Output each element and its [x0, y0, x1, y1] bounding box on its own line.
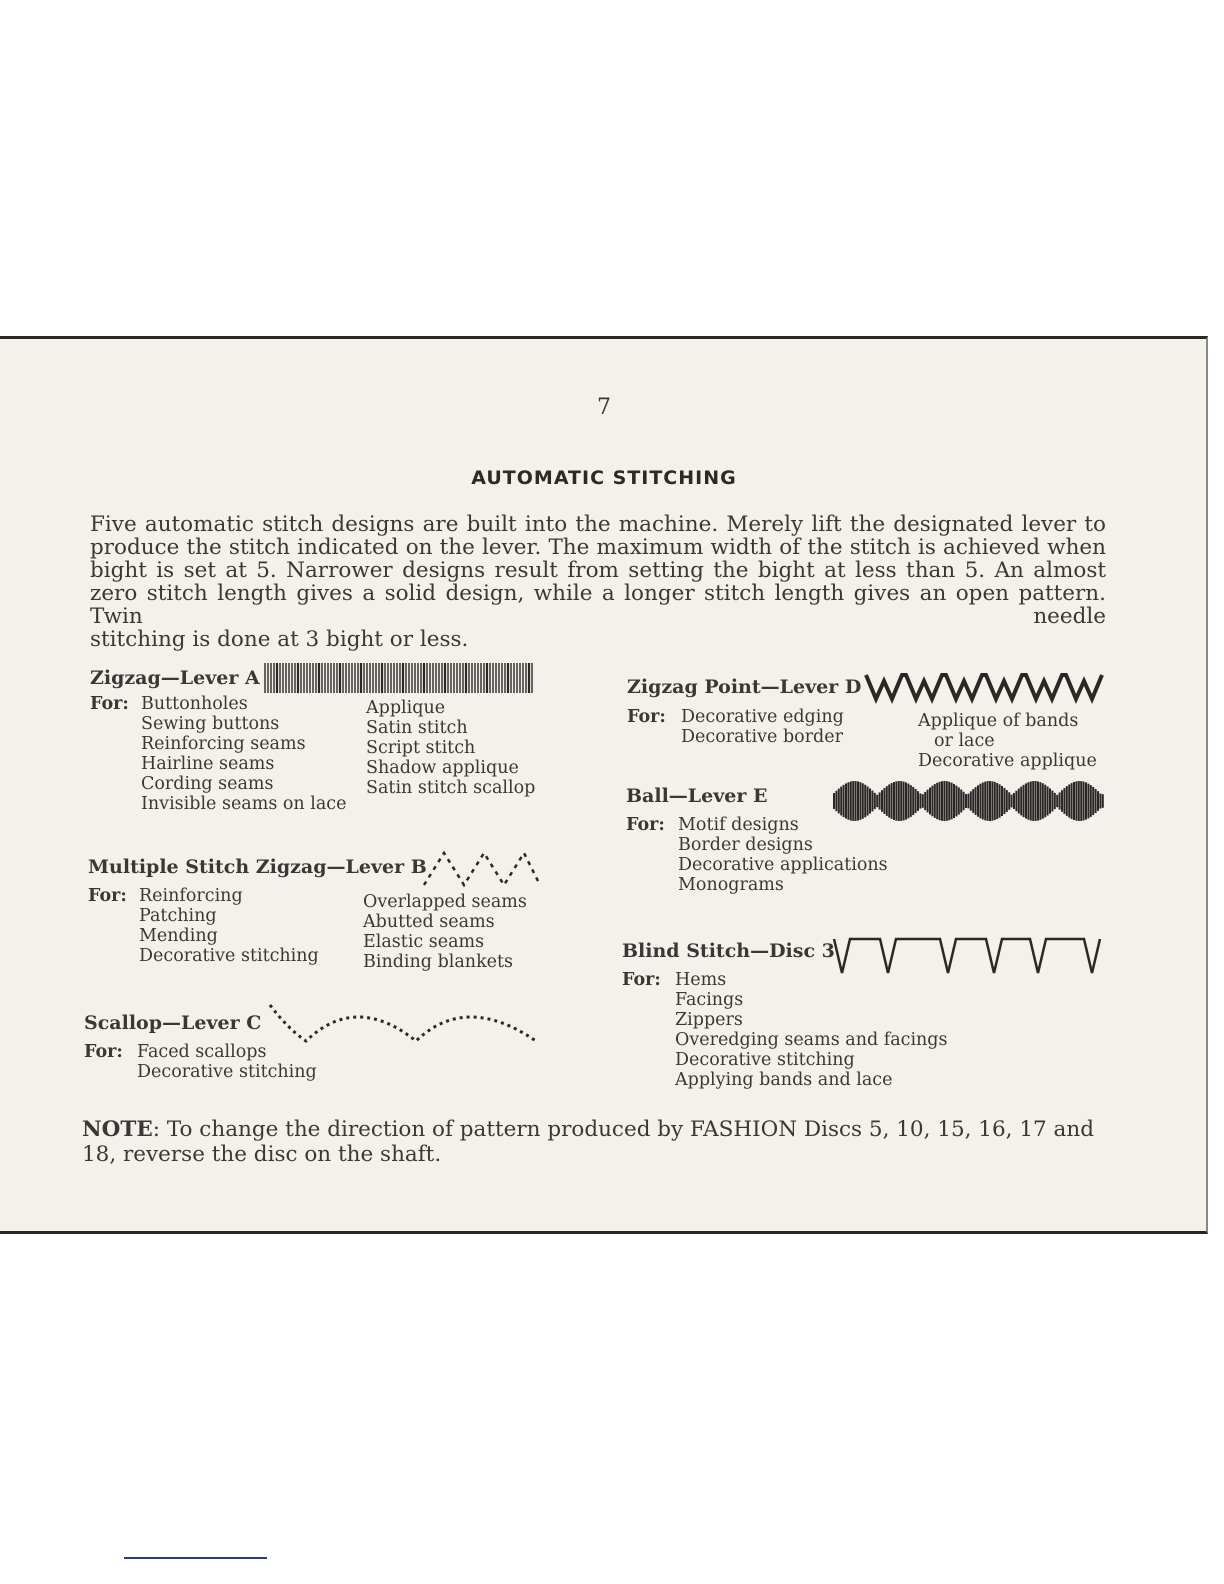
for-label: For:: [88, 886, 127, 906]
list-item: Applique of bands: [918, 711, 1079, 731]
section-multiple-zigzag-lever-b: [88, 856, 427, 878]
list-item: Reinforcing: [139, 886, 243, 906]
list-item: Hems: [675, 970, 727, 990]
list-item: Decorative applications: [678, 855, 888, 875]
list-item: Zippers: [675, 1010, 743, 1030]
note-paragraph: [82, 1117, 1104, 1167]
list-item: Decorative stitching: [137, 1062, 317, 1082]
list-item: Abutted seams: [363, 912, 495, 932]
list-item: Elastic seams: [363, 932, 485, 952]
intro-text: Five automatic stitch designs are built into the machine. Merely lift the designated lever to produce the stitch indicated on the lever. The maximum width of the stitch is achieved when bight is set at 5. Narrower designs result from setting the bight at less than 5. An almost zero stitch length gives a solid design, while a longer stitch length gives an open pattern. Twin needle: [90, 512, 1106, 629]
uses-list-zigzag-a: [141, 694, 346, 814]
uses-for-scallop-c: [84, 1042, 123, 1062]
section-title: Zigzag Point—Lever D: [627, 676, 862, 698]
multiple-zigzag-pattern-icon: [420, 847, 544, 889]
list-item: Applying bands and lace: [675, 1070, 893, 1090]
list-item: Satin stitch scallop: [366, 778, 536, 798]
satin-zigzag-pattern-icon: [263, 661, 537, 695]
uses-list-ball-e: [678, 815, 888, 895]
note-label: NOTE: [82, 1117, 153, 1142]
section-title: Blind Stitch—Disc 3: [622, 940, 835, 962]
uses-for-multiple-b: [88, 886, 127, 906]
uses-for-ball-e: [626, 815, 665, 835]
uses-list2-point-d: [918, 711, 1097, 771]
intro-paragraph: [90, 513, 1106, 651]
zigzag-point-pattern-icon: [862, 669, 1110, 705]
list-item: Invisible seams on lace: [141, 794, 347, 814]
uses-for-blind-3: [622, 970, 661, 990]
footer-rule: [124, 1557, 267, 1559]
list-item: Mending: [139, 926, 218, 946]
list-item: Script stitch: [366, 738, 476, 758]
for-label: For:: [626, 815, 665, 835]
list-item: Buttonholes: [141, 694, 248, 714]
section-ball-lever-e: [626, 785, 768, 807]
uses-list-multiple-b: [139, 886, 319, 966]
list-item: Overedging seams and facings: [675, 1030, 948, 1050]
list-item: Cording seams: [141, 774, 274, 794]
section-title: Ball—Lever E: [626, 785, 768, 807]
manual-page: [0, 336, 1208, 1234]
list-item: Overlapped seams: [363, 892, 527, 912]
uses-list-point-d: [681, 707, 844, 747]
list-item: Reinforcing seams: [141, 734, 306, 754]
for-label: For:: [90, 694, 129, 714]
page-title: AUTOMATIC STITCHING: [471, 467, 737, 489]
uses-for-point-d: [627, 707, 666, 727]
list-item: Decorative edging: [681, 707, 844, 727]
list-item: Decorative applique: [918, 751, 1097, 771]
section-scallop-lever-c: [84, 1012, 261, 1034]
list-item: Binding blankets: [363, 952, 514, 972]
list-item: Hairline seams: [141, 754, 275, 774]
list-item: Facings: [675, 990, 744, 1010]
uses-col1-zigzag-a: [90, 694, 129, 714]
section-title: Zigzag—Lever A: [90, 667, 260, 689]
uses-list-scallop-c: [137, 1042, 317, 1082]
list-item: Patching: [139, 906, 217, 926]
list-item: Sewing buttons: [141, 714, 280, 734]
list-item: Motif designs: [678, 815, 799, 835]
section-zigzag-point-lever-d: [627, 676, 861, 698]
section-title: Scallop—Lever C: [84, 1012, 262, 1034]
for-label: For:: [622, 970, 661, 990]
list-item: Border designs: [678, 835, 813, 855]
list-item: Applique: [366, 698, 446, 718]
list-item: Decorative stitching: [675, 1050, 855, 1070]
intro-last-line: stitching is done at 3 bight or less.: [90, 627, 469, 652]
uses-list-blind-3: [675, 970, 948, 1090]
list-item: Satin stitch: [366, 718, 468, 738]
list-item: Faced scallops: [137, 1042, 267, 1062]
list-item: Shadow applique: [366, 758, 519, 778]
page-number: 7: [597, 395, 611, 420]
note-text: : To change the direction of pattern produced by FASHION Discs 5, 10, 15, 16, 17 and 18, reverse the disc on the shaft.: [82, 1117, 1094, 1167]
uses-list2-multiple-b: [363, 892, 527, 972]
for-label: For:: [84, 1042, 123, 1062]
section-zigzag-lever-a: [90, 667, 260, 689]
list-item: Decorative stitching: [139, 946, 319, 966]
section-blind-stitch-disc-3: [622, 940, 835, 962]
list-item: Decorative border: [681, 727, 843, 747]
uses-list2-zigzag-a: [366, 698, 535, 798]
section-title: Multiple Stitch Zigzag—Lever B: [88, 856, 427, 878]
for-label: For:: [627, 707, 666, 727]
list-item: Monograms: [678, 875, 784, 895]
list-item: or lace: [934, 731, 995, 751]
